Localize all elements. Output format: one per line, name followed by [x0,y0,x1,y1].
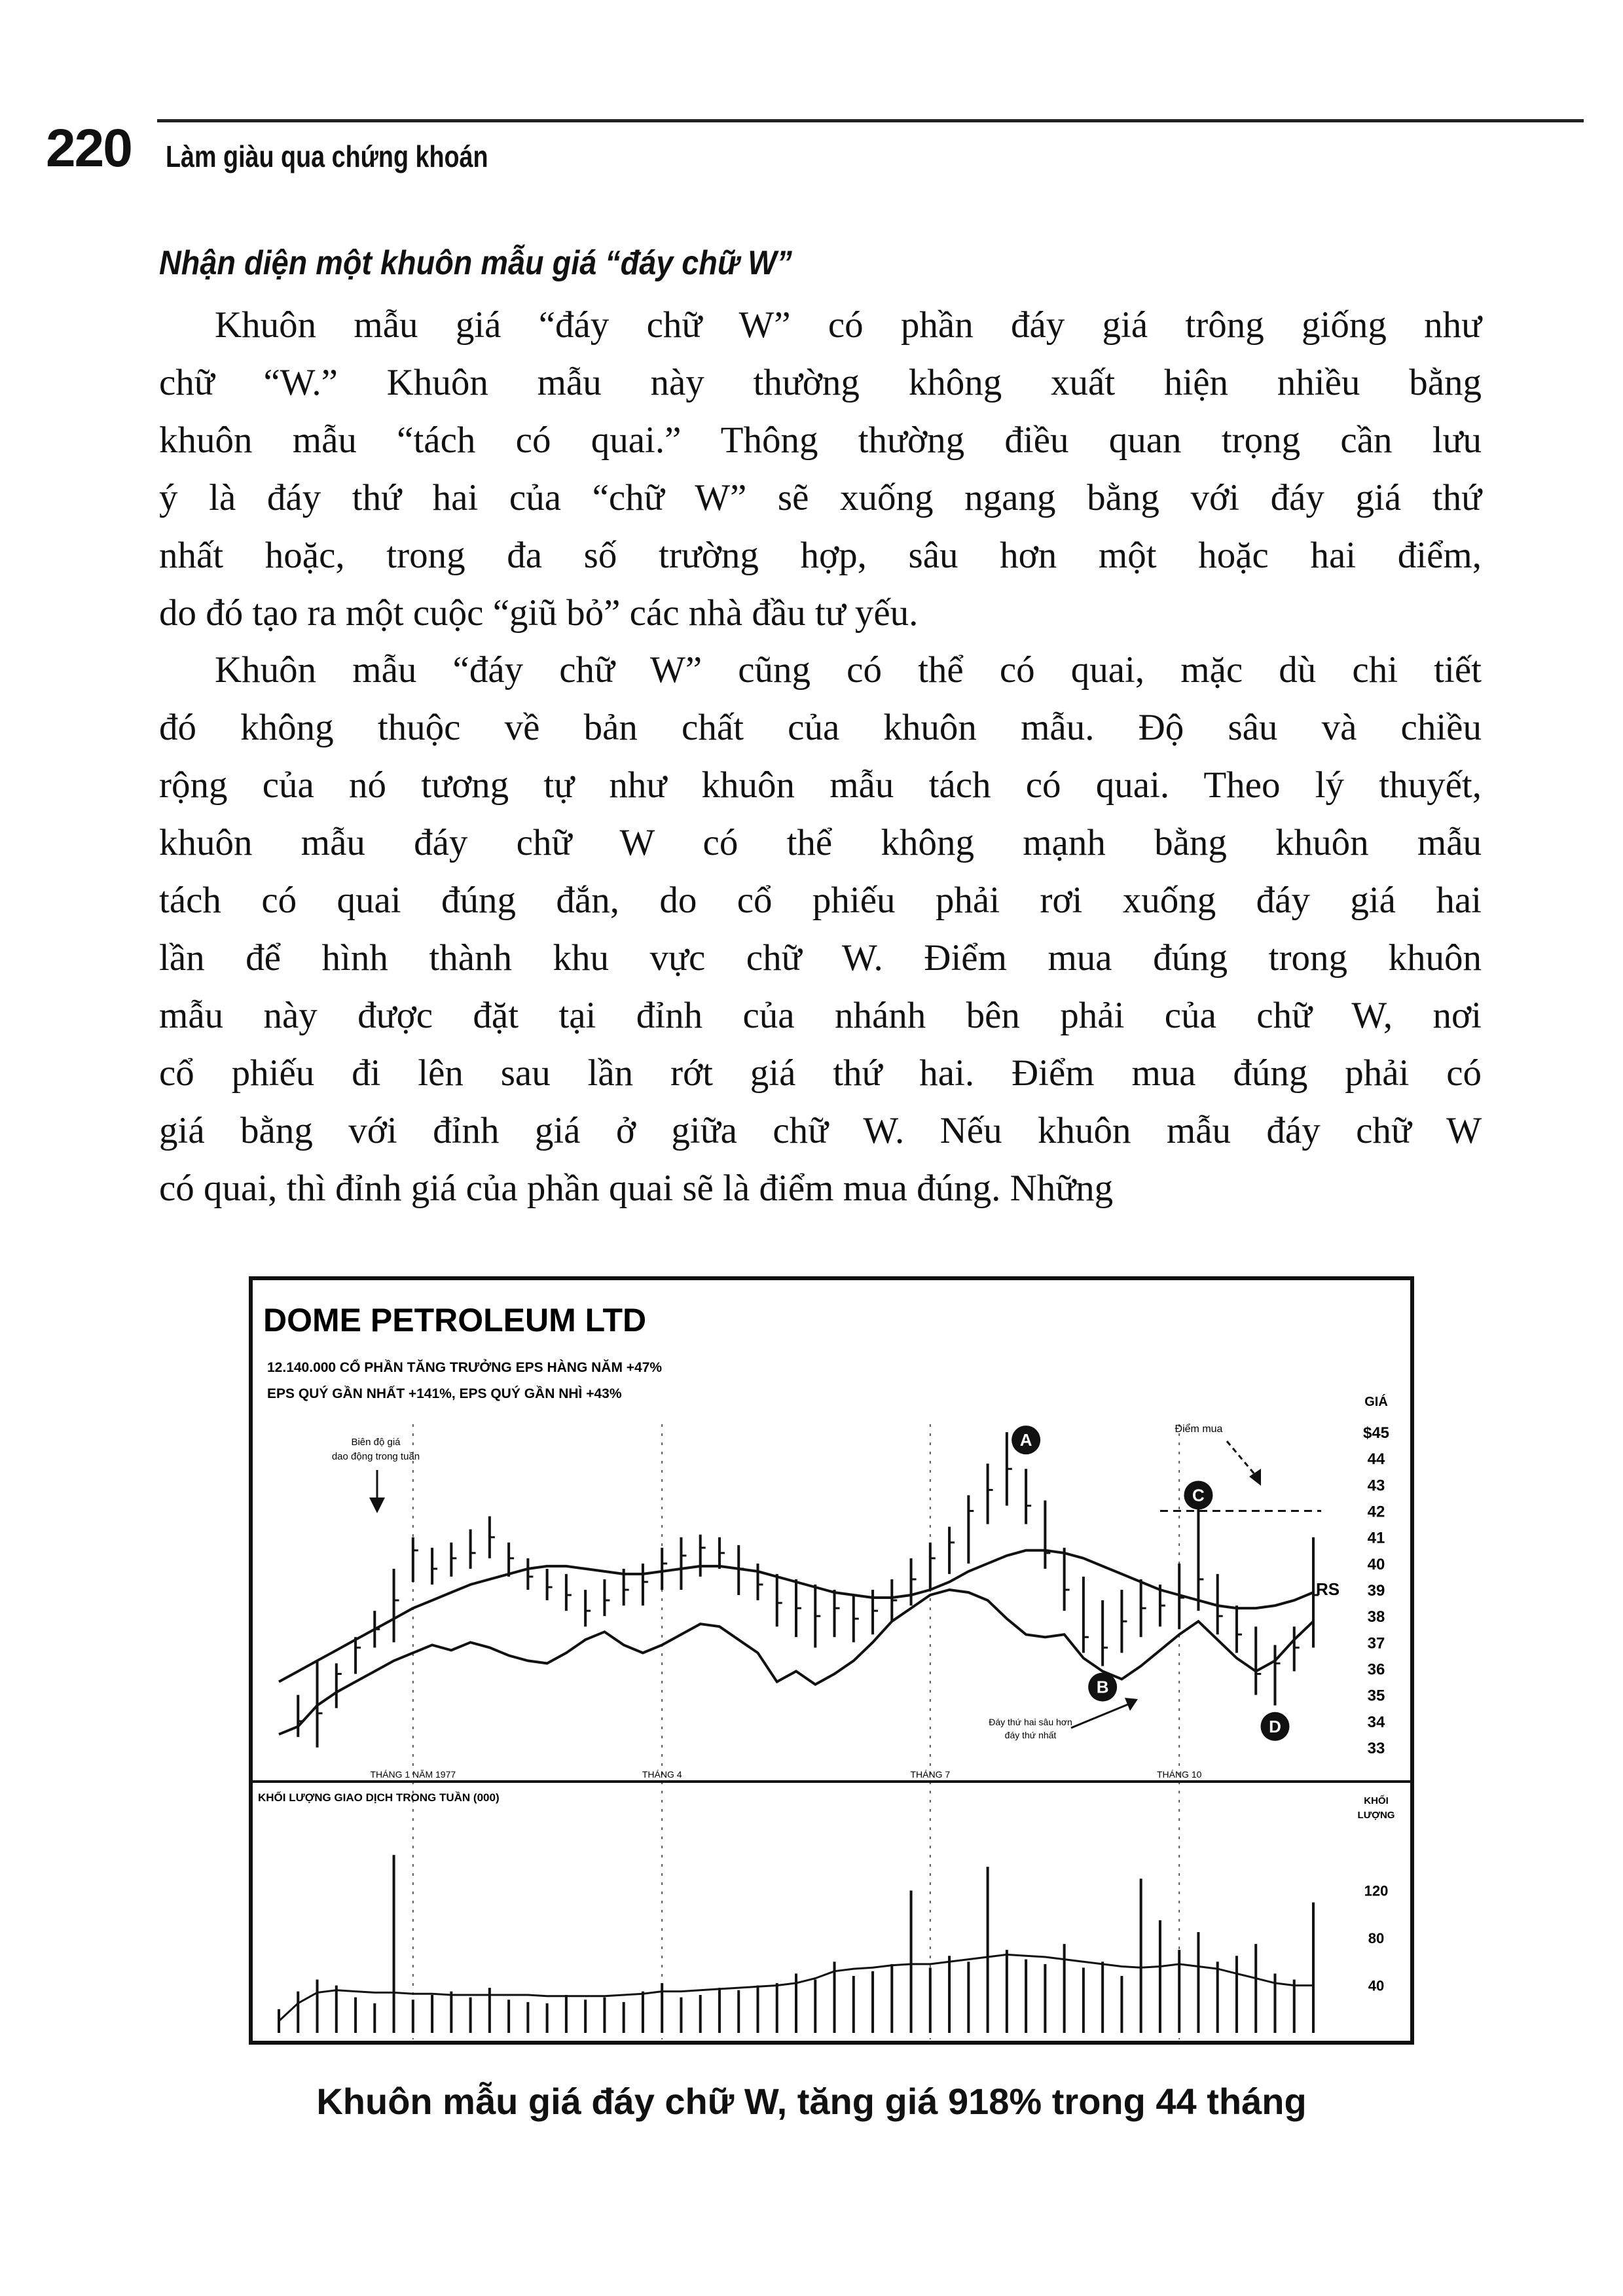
marker-label: C [1192,1485,1205,1505]
text-line: lần để hình thành khu vực chữ W. Điểm mua đúng trong khuôn [159,937,1482,978]
price-tick-label: 39 [1367,1582,1385,1600]
volume-axis-label-2: LƯỢNG [1357,1810,1395,1821]
annotation-weekly-range [332,1437,420,1513]
buy-point-arrow-shaft [1227,1441,1254,1474]
annotation-weekly-range-line-1: Biên độ giá [351,1437,401,1448]
chart-frame [249,1276,1414,2045]
price-volume-chart [253,1280,1410,2041]
paragraph-1 [159,296,1482,642]
annotation-buy-point [1175,1423,1261,1486]
chart-subtitle-1: 12.140.000 CỔ PHẦN TĂNG TRƯỞNG EPS HÀNG NĂM +47% [267,1360,663,1375]
annotation-second-bottom-line-1: Đáy thứ hai sâu hơn [989,1717,1072,1727]
running-title: Làm giàu qua chứng khoán [166,139,488,173]
price-tick-label: 34 [1367,1713,1385,1731]
marker-label: A [1019,1430,1032,1450]
text-line: đó không thuộc về bản chất của khuôn mẫu. Độ sâu và chiều [159,707,1482,748]
volume-tick-label: 40 [1368,1977,1385,1994]
price-tick-label: 36 [1367,1660,1385,1679]
x-axis-label: THÁNG 7 [910,1769,951,1780]
marker-label: B [1096,1677,1109,1697]
price-tick-label: 35 [1367,1687,1385,1705]
chart-caption: Khuôn mẫu giá đáy chữ W, tăng giá 918% trong 44 tháng [316,2081,1307,2122]
price-tick-label: 44 [1367,1450,1385,1469]
price-tick-label: 38 [1367,1608,1385,1626]
page-number: 220 [46,118,132,178]
text-line: khuôn mẫu “tách có quai.” Thông thường điều quan trọng cần lưu [159,420,1482,461]
price-tick-label: 33 [1367,1739,1385,1757]
volume-axis-label-1: KHỐI [1364,1795,1389,1806]
volume-tick-label: 120 [1364,1882,1389,1899]
text-line: giá bằng với đỉnh giá ở giữa chữ W. Nếu khuôn mẫu đáy chữ W [159,1110,1482,1151]
text-line: có quai, thì đỉnh giá của phần quai sẽ là điểm mua đúng. Những [159,1168,1114,1209]
section-title: Nhận diện một khuôn mẫu giá “đáy chữ W” [159,244,792,282]
volume-panel-title: KHỐI LƯỢNG GIAO DỊCH TRONG TUẦN (000) [258,1791,500,1804]
annotation-weekly-range-line-2: dao động trong tuần [331,1451,420,1462]
x-axis-label: THÁNG 4 [642,1769,682,1780]
second-bottom-arrow-shaft [1071,1703,1131,1728]
x-axis-label: THÁNG 10 [1156,1769,1202,1780]
price-tick-label: $45 [1362,1424,1390,1443]
chart-subtitle-2: EPS QUÝ GẦN NHẤT +141%, EPS QUÝ GẦN NHÌ +43% [267,1386,622,1401]
text-line: do đó tạo ra một cuộc “giũ bỏ” các nhà đầu tư yếu. [159,592,919,634]
text-line: Khuôn mẫu giá “đáy chữ W” có phần đáy giá trông giống như [215,304,1482,346]
price-tick-label: 43 [1367,1477,1385,1495]
price-tick-label: 40 [1367,1555,1385,1573]
header-rule [157,119,1584,122]
chart-title: DOME PETROLEUM LTD [263,1302,647,1338]
annotation-second-bottom-line-2: đáy thứ nhất [1004,1730,1057,1740]
annotation-second-bottom [989,1698,1138,1740]
price-tick-label: 42 [1367,1503,1385,1521]
rs-label: RS [1316,1579,1340,1599]
text-line: khuôn mẫu đáy chữ W có thể không mạnh bằng khuôn mẫu [159,822,1482,863]
x-axis-label: THÁNG 1 NĂM 1977 [370,1769,456,1780]
price-axis-label: GIÁ [1364,1395,1388,1409]
text-line: nhất hoặc, trong đa số trường hợp, sâu hơn một hoặc hai điểm, [159,535,1482,576]
text-line: mẫu này được đặt tại đỉnh của nhánh bên phải của chữ W, nơi [159,995,1482,1036]
text-line: tách có quai đúng đắn, do cổ phiếu phải rơi xuống đáy giá hai [159,880,1482,921]
volume-tick-label: 80 [1368,1930,1385,1946]
price-tick-label: 37 [1367,1634,1385,1653]
text-line: chữ “W.” Khuôn mẫu này thường không xuất hiện nhiều bằng [159,362,1482,403]
paragraph-2 [159,641,1482,1217]
text-line: Khuôn mẫu “đáy chữ W” cũng có thể có quai, mặc dù chi tiết [215,649,1482,691]
text-line: cổ phiếu đi lên sau lần rớt giá thứ hai. Điểm mua đúng phải có [159,1052,1482,1094]
marker-label: D [1269,1716,1281,1736]
price-tick-label: 41 [1367,1529,1385,1547]
arrow-down-icon [369,1498,385,1513]
text-line: rộng của nó tương tự như khuôn mẫu tách có quai. Theo lý thuyết, [159,764,1482,806]
annotation-buy-point-text: Điểm mua [1175,1424,1223,1435]
text-line: ý là đáy thứ hai của “chữ W” sẽ xuống ngang bằng với đáy giá thứ [159,477,1482,518]
